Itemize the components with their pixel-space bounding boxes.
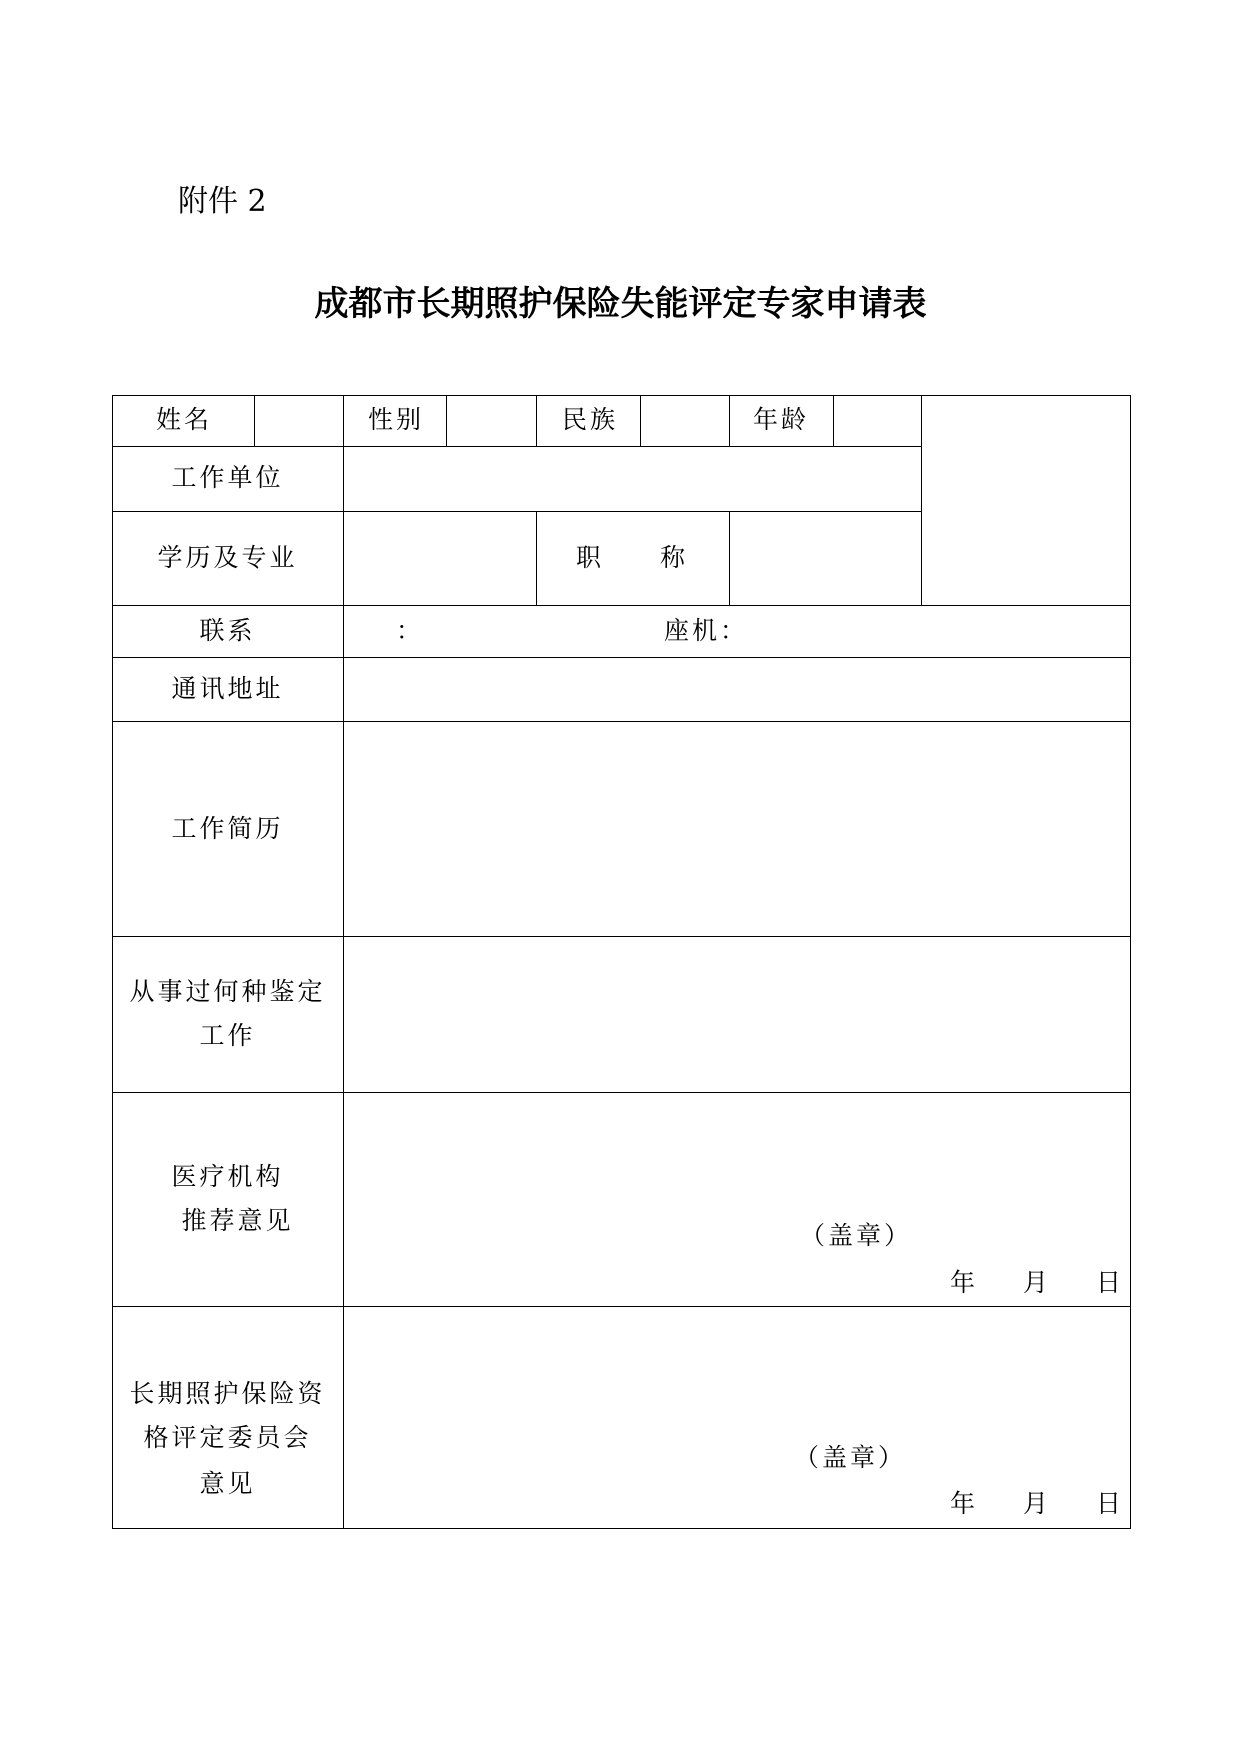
hospital-year: 年 [950, 1268, 979, 1297]
rule-photo-box [921, 395, 922, 605]
rule-age-label [729, 395, 730, 446]
attachment-number: 附件 2 [178, 184, 267, 219]
hospital-seal: （盖章） [800, 1221, 913, 1250]
rule-ethnicity-value [640, 395, 641, 446]
gender-label: 性别 [368, 405, 425, 434]
form-title: 成都市长期照护保险失能评定专家申请表 [314, 284, 927, 324]
committee-seal: （盖章） [794, 1443, 907, 1472]
mobile-colon: ： [396, 616, 425, 645]
committee-opinion-label-line1: 长期照护保险资 [129, 1379, 326, 1408]
hospital-opinion-label-line2: 推荐意见 [181, 1206, 294, 1235]
rule-title-value [729, 511, 730, 605]
rule-gender-value [446, 395, 447, 446]
work-resume-label: 工作简历 [171, 814, 284, 843]
rule-name-value [254, 395, 255, 446]
rule-row8 [112, 1306, 1130, 1307]
appraisal-work-label-line2: 工作 [199, 1021, 256, 1050]
table-bottom-border [112, 1528, 1130, 1529]
landline-label: 座机： [664, 616, 749, 645]
committee-year: 年 [950, 1489, 979, 1518]
work-unit-label: 工作单位 [171, 463, 284, 492]
committee-opinion-label-line2: 格评定委员会 [143, 1423, 312, 1452]
rule-row1 [112, 446, 921, 447]
rule-row5 [112, 721, 1130, 722]
mailing-address-label: 通讯地址 [171, 674, 284, 703]
committee-month: 月 [1023, 1489, 1052, 1518]
hospital-opinion-label-line1: 医疗机构 [171, 1162, 284, 1191]
hospital-month: 月 [1023, 1268, 1052, 1297]
rule-education-split [536, 511, 537, 605]
ethnicity-label: 民族 [562, 405, 619, 434]
rule-row3 [112, 605, 1130, 606]
age-label: 年龄 [753, 405, 810, 434]
rule-row4 [112, 657, 1130, 658]
rule-row2 [112, 511, 921, 512]
table-right-border [1130, 395, 1131, 1529]
appraisal-work-label-line1: 从事过何种鉴定 [129, 977, 326, 1006]
rule-row6 [112, 936, 1130, 937]
name-label: 姓名 [156, 405, 213, 434]
rule-ethnicity-label [536, 395, 537, 446]
professional-title-label: 职 称 [576, 543, 689, 572]
contact-label: 联系 [199, 616, 256, 645]
committee-opinion-label-line3: 意见 [199, 1469, 256, 1498]
rule-label-column [343, 395, 344, 1529]
table-top-border [112, 395, 1130, 396]
hospital-day: 日 [1096, 1268, 1125, 1297]
education-major-label: 学历及专业 [157, 543, 298, 572]
rule-row7 [112, 1092, 1130, 1093]
committee-day: 日 [1096, 1489, 1125, 1518]
rule-age-value [833, 395, 834, 446]
